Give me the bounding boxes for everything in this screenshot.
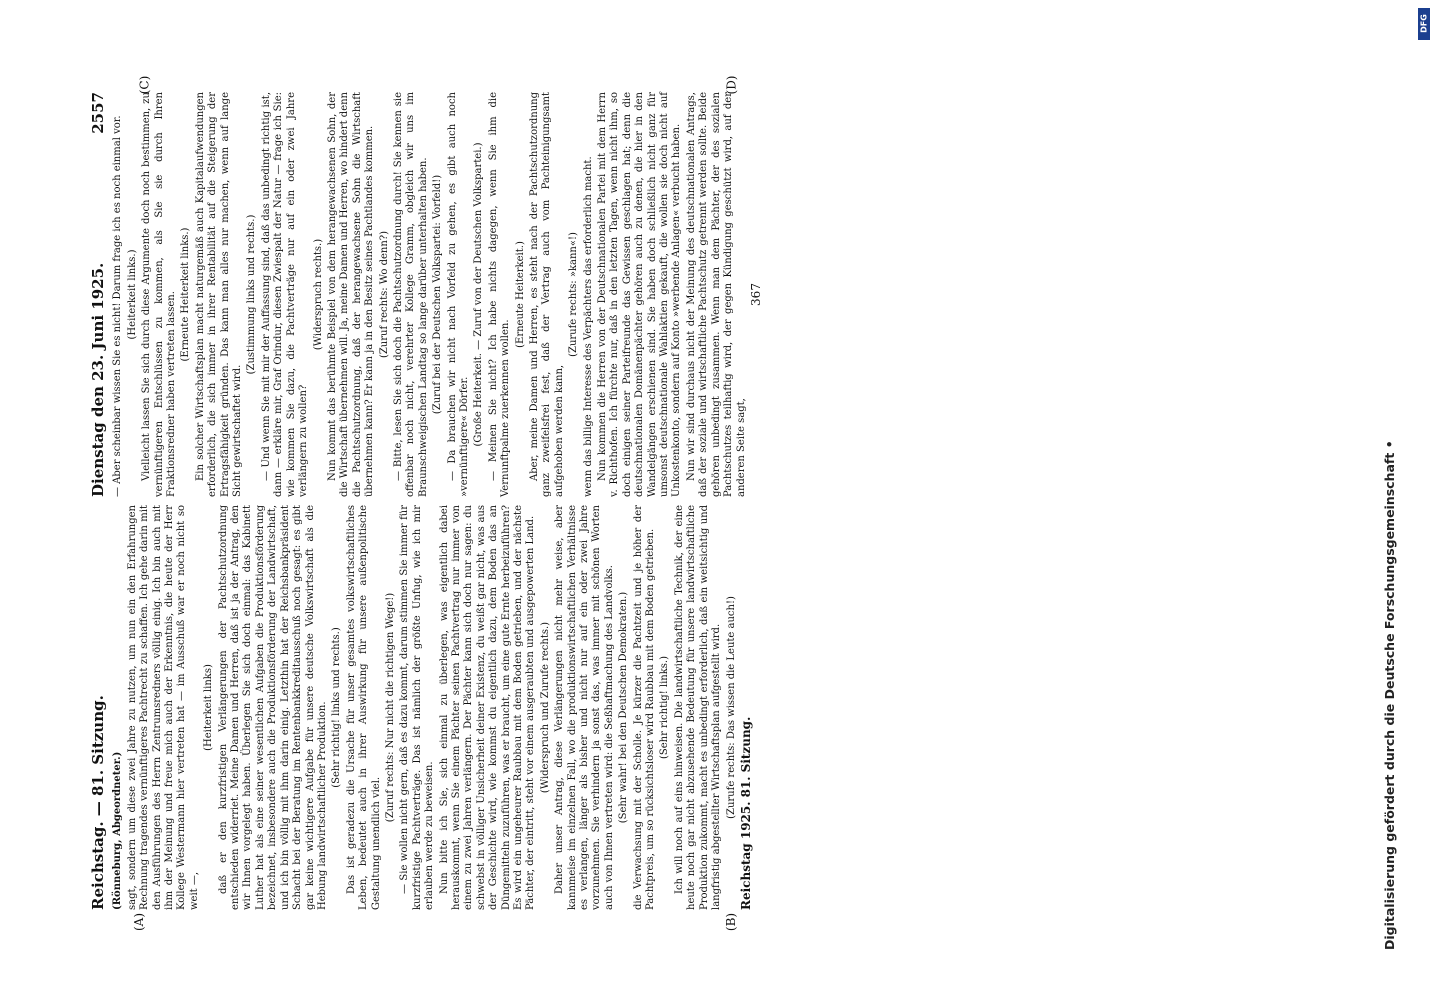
interjection: (Große Heiterkeit. — Zuruf von der Deutschen Volkspartei.) (473, 142, 485, 447)
left-paragraph: Ich will noch auf eins hinweisen. Die landwirtschaftliche Technik, der eine heute noch gar nicht abzusehende Bedeutung für unsere landwirtschaftliche Produktion zukommt, macht es unbedingt erforderlich, daß ein weitsichtig und langfristig abgestellter Wirtschaftsplan aufgestellt wird. (673, 505, 723, 910)
left-paragraph: Daher unser Antrag, diese Verlängerungen nicht mehr weise, aber kannmeise im einzelnen Fall, wo die produktionswirtschaftlichen Verhältnisse es verlangen, länger als bisher und nicht nur auf ein oder zwei Jahre vorzunehmen. Sie verhindern ja sonst das, was immer mit schönen Worten auch von Ihnen vertreten wird: die Seßhaftmachung des Landvolks. (554, 505, 615, 910)
interjection: (Sehr wahr! bei den Deutschen Demokraten.) (618, 591, 630, 824)
dfg-logo (1418, 8, 1430, 40)
left-paragraph: sagt, sondern um diese zwei Jahre zu nutzen, um nun ein den Erfahrungen Rechnung tragendes vernünftigeres Pachtrecht zu schaffen. Ich gehe darin mit den Ausführungen des Herrn Zentrumsredners völlig einig. Ich bin auch mit ihm der Meinung und freue mich auch der Erkenntnis, die heute der Herr Kollege Westermann hier vertreten hat — im Ausschuß war er noch nicht so weit —, (126, 505, 200, 910)
margin-marker-b: (B) (724, 912, 739, 932)
interjection: (Zurufe rechts: »kann«!) (568, 232, 580, 357)
interjection: (Widerspruch rechts.) (312, 238, 324, 351)
left-paragraph: Das ist geradezu die Ursache für unser gesamtes volkswirtschaftliches Leben, bedeutet auch in ihrer Auswirkung für unsere außenpolitische Gestaltung unendlich viel. (345, 505, 382, 910)
right-paragraph: — Da brauchen wir nicht nach Vorfeld zu gehen, es gibt auch noch »vernünftigere« Dörfer. (446, 92, 470, 497)
interjection: (Sehr richtig! links.) (659, 656, 671, 760)
left-header-title: Reichstag. — 81. Sitzung. (89, 695, 107, 910)
left-page (89, 505, 753, 910)
right-page (89, 92, 763, 497)
left-paragraph: — Sie wollen nicht gern, daß es dazu kommt, darum stimmen Sie immer für kurzfristige Pachtverträge. Das ist nämlich der größte Unfug, wie ich mir erlauben werde zu beweisen. (399, 505, 436, 910)
right-paragraph: Nun wir sind durchaus nicht der Meinung des deutschnationalen Antrags, daß der soziale und wirtschaftliche Pachtschutz getrennt werden sollte. Beide gehören unbedingt zusammen. Wenn man dem Pächter, der des sozialen Pachtschutzes teilhaftig wird, der gegen Kündigung geschützt wird, auf der anderen Seite sagt, (685, 92, 747, 497)
page-number: 2557 (89, 92, 107, 134)
right-paragraph: Ein solcher Wirtschaftsplan macht naturgemäß auch Kapitalaufwendungen erforderlich, die sich immer in ihrer Rentabilität auf die Steigerung der Ertragsfähigkeit gründen. Das kann man alles nur machen, wenn auf lange Sicht gewirtschaftet wird. (194, 92, 244, 497)
right-paragraph: — Und wenn Sie mit mir der Auffassung sind, daß das unbedingt richtig ist, dann — erkläre mir, Graf Orindur, diesen Zwiespalt der Natur — frage ich Sie: wie kommen Sie dazu, die Pachtverträge nur auf ein oder zwei Jahre verlängern zu wollen? (260, 92, 310, 497)
left-page-footer: Reichstag 1925. 81. Sitzung. (738, 716, 753, 910)
right-paragraph: — Bitte, lesen Sie sich doch die Pachtschutzordnung durch! Sie kennen sie offenbar noch nicht, verehrter Kollege Gramm, obgleich wir uns im Braunschweigischen Landtag so lange darüber unterhalten haben. (392, 92, 429, 497)
right-paragraph: Aber, meine Damen und Herren, es steht nach der Pachtschutzordnung ganz zweifelsfrei fest, daß der Vertrag auch vom Pachteinigungsamt aufgehoben werden kann, (529, 92, 565, 497)
right-paragraph: Vielleicht lassen Sie sich durch diese Argumente doch noch bestimmen, zu vernünftigeren Entschlüssen zu kommen, als Sie sie durch Ihren Fraktionsredner haben vertreten lassen. (141, 92, 178, 497)
signature-number: 367 (748, 283, 763, 306)
interjection: (Sehr richtig! links und rechts.) (331, 627, 343, 788)
margin-marker-a: (A) (132, 912, 147, 932)
interjection: (Widerspruch und Zurufe rechts.) (539, 621, 551, 794)
right-paragraph: Nun kommen die Herren von der Deutschnationalen Partei mit dem Herrn v. Richthofen. Ich fürchte nur, daß in den letzten Tagen, wenn nicht ihm, so doch einigen seiner Parteifreunde das Gewissen geschlagen hat; denn die deutschnationalen Domänenpächter gehören auch zu denen, die hier in den Wandelgängen erschienen sind. Sie haben doch schließlich nicht ganz für umsonst deutschnationale Wahlaktien gekauft, die wollen sie doch nicht auf Unkostenkonto, sondern auf Konto »werbende Anlagen« verbucht haben. (597, 92, 683, 497)
dfg-logo-label: DFG (1419, 14, 1429, 33)
interjection: (Erneute Heiterkeit.) (514, 241, 526, 348)
speaker-name: (Rönneburg, Abgeordneter.) (112, 751, 124, 910)
right-page-header (89, 92, 107, 497)
interjection: (Zustimmung links und rechts.) (246, 214, 258, 375)
left-paragraph: daß er den kurzfristigen Verlängerungen der Pachtschutzordnung entschieden widerriet. Meine Damen und Herren, daß ist ja der Antrag, den wir Ihnen vorgelegt haben. Überlegen Sie sich doch einmal: das Kabinett Luther hat als eine seiner wesentlichen Aufgaben die Produktionsförderung bezeichnet, insbesondere auch die Produktionsförderung der Landwirtschaft, und ich bin völlig mit ihm darin einig. Letzthin hat der Reichsbankpräsident Schacht bei der Beratung im Rentenbankkreditausschuß noch gesagt: es gibt gar keine wichtigere Aufgabe für unsere deutsche Volkswirtschaft als die Hebung landwirtschaftlicher Produktion. (217, 505, 328, 910)
interjection: (Zuruf bei der Deutschen Volkspartei: Vorfeld!) (432, 174, 444, 415)
interjection: (Heiterkeit links) (203, 664, 215, 751)
right-paragraph: Nun kommt das berühmte Beispiel von dem herangewachsenen Sohn, der die Wirtschaft übernehmen will. Ja, meine Damen und Herren, wo hindert denn die Pachtschutzordnung, daß der herangewachsene Sohn die Wirtschaft übernehmen kann? Er kann ja in den Besitz seines Pachtlandes kommen. (326, 92, 376, 497)
margin-marker-d: (D) (724, 75, 739, 95)
left-paragraph: Nun bitte ich Sie, sich einmal zu überlegen, was eigentlich dabei herauskommt, wenn Sie einem Pächter seinen Pachtvertrag nur immer von einem zu zwei Jahren verlängern. Der Pächter kann sich doch nur sagen: du schwebst in völliger Unsicherheit deiner Existenz, du weißt gar nicht, was aus der Geschichte wird, wie kommst du eigentlich dazu, dem Boden das an Düngemitteln zuzuführen, was er braucht, um eine gute Ernte herbeizuführen? Es wird ein ungeheurer Raubbau mit dem Boden getrieben, und der nächste Pächter, der eintritt, steht vor einem ausgeraubten und ausgepowerten Land. (438, 505, 537, 910)
right-paragraph: — Meinen Sie nicht? Ich habe nichts dagegen, wenn Sie ihm die Vernunftpalme zuerkennen wollen. (487, 92, 512, 497)
dfg-credit-text: Digitalisierung gefördert durch die Deutsche Forschungsgemeinschaft • (1382, 440, 1397, 950)
interjection: (Zuruf rechts: Nur nicht die richtigen Wege!) (384, 592, 396, 823)
right-paragraph: — Aber scheinbar wissen Sie es nicht! Darum frage ich es noch einmal vor. (112, 115, 124, 497)
interjection: (Zurufe rechts: Das wissen die Leute auch!) (725, 596, 737, 819)
right-header-date: Dienstag den 23. Juni 1925. (89, 262, 107, 497)
interjection: (Heiterkeit links.) (126, 249, 138, 340)
left-page-header (89, 505, 107, 910)
left-paragraph: die Verwachsung mit der Scholle. Je kürzer die Pachtzeit und je höher der Pachtpreis, um so rücksichtsloser wird Raubbau mit dem Boden getrieben. (632, 505, 657, 910)
margin-marker-c: (C) (137, 75, 152, 95)
interjection: (Erneute Heiterkeit links.) (180, 227, 192, 362)
interjection: (Zuruf rechts: Wo denn?) (378, 230, 390, 359)
right-paragraph: wenn das billige Interesse des Verpächters das erforderlich macht. (582, 156, 594, 497)
